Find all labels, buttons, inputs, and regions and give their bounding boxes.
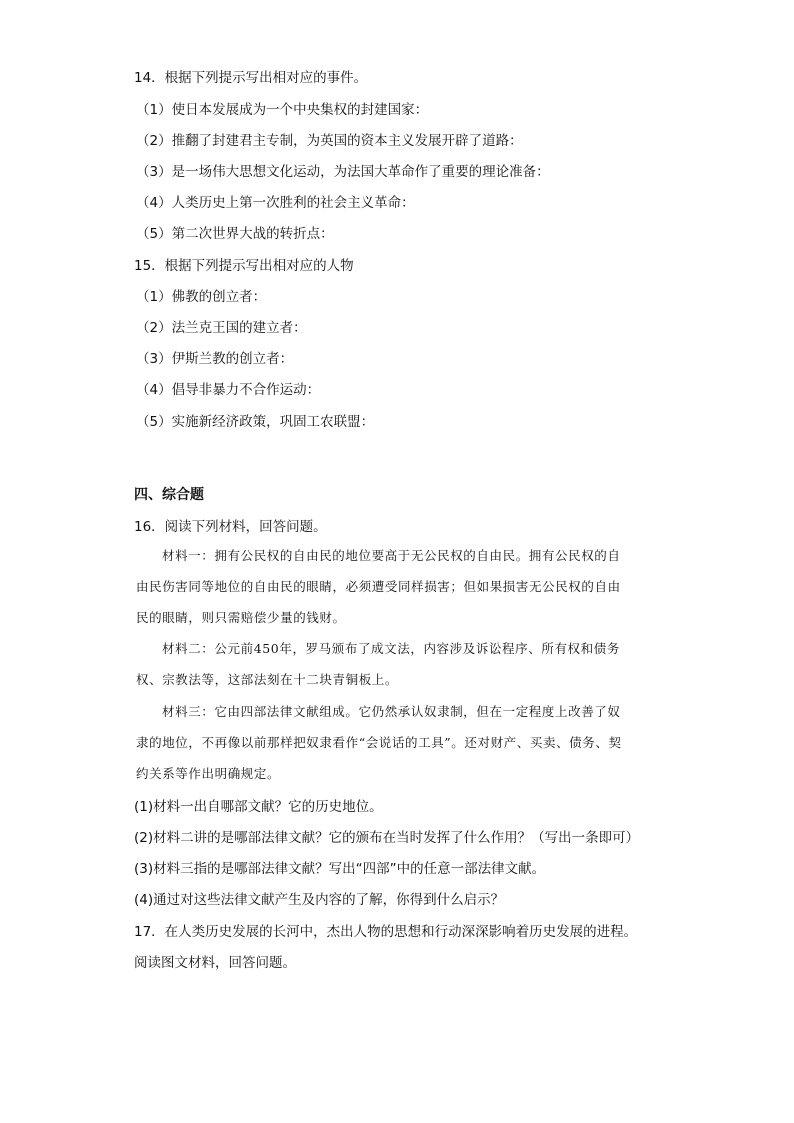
section-heading: 四、综合题 (134, 487, 204, 503)
question-16-sub-4: (4)通过对这些法律文献产生及内容的了解，你得到什么启示？ (134, 892, 505, 908)
question-15-item-2: （2）法兰克王国的建立者： (136, 320, 307, 336)
question-15-item-4: （4）倡导非暴力不合作运动： (136, 382, 321, 398)
question-15-title: 15．根据下列提示写出相对应的人物 (134, 258, 354, 274)
question-14-item-1: （1）使日本发展成为一个中央集权的封建国家： (136, 102, 429, 118)
material-3-line-1: 材料三：它由四部法律文献组成。它仍然承认奴隶制，但在一定程度上改善了奴 (162, 704, 621, 719)
question-14-item-5: （5）第二次世界大战的转折点： (136, 226, 334, 242)
question-14-title: 14．根据下列提示写出相对应的事件。 (134, 70, 368, 86)
question-16-title: 16．阅读下列材料，回答问题。 (134, 519, 327, 535)
material-2-line-1: 材料二：公元前450年，罗马颁布了成文法，内容涉及诉讼程序、所有权和债务 (162, 641, 620, 656)
question-17-line-2: 阅读图文材料，回答问题。 (134, 955, 296, 971)
question-15-item-5: （5）实施新经济政策，巩固工农联盟： (136, 414, 375, 430)
material-2-line-2: 权、宗教法等，这部法刻在十二块青铜板上。 (136, 672, 399, 687)
material-1-line-1: 材料一：拥有公民权的自由民的地位要高于无公民权的自由民。拥有公民权的自 (162, 548, 621, 563)
material-3-line-2: 隶的地位，不再像以前那样把奴隶看作“会说话的工具”。还对财产、买卖、债务、契 (136, 735, 622, 750)
question-14-item-4: （4）人类历史上第一次胜利的社会主义革命： (136, 195, 415, 211)
material-1-line-2: 由民伤害同等地位的自由民的眼睛，必须遭受同样损害；但如果损害无公民权的自由 (136, 579, 621, 594)
question-15-item-1: （1）佛教的创立者： (136, 289, 267, 305)
material-1-line-3: 民的眼睛，则只需赔偿少量的钱财。 (136, 610, 346, 625)
question-16-sub-2: (2)材料二讲的是哪部法律文献？它的颁布在当时发挥了什么作用？（写出一条即可） (134, 830, 640, 846)
material-3-line-3: 约关系等作出明确规定。 (136, 766, 281, 781)
question-16-sub-1: (1)材料一出自哪部文献？它的历史地位。 (134, 799, 383, 815)
question-15-item-3: （3）伊斯兰教的创立者： (136, 351, 294, 367)
question-16-sub-3: (3)材料三指的是哪部法律文献？写出“四部”中的任意一部法律文献。 (134, 861, 546, 877)
question-14-item-3: （3）是一场伟大思想文化运动，为法国大革命作了重要的理论准备： (136, 164, 550, 180)
question-14-item-2: （2）推翻了封建君主专制，为英国的资本主义发展开辟了道路： (136, 133, 523, 149)
question-17-line-1: 17．在人类历史发展的长河中，杰出人物的思想和行动深深影响着历史发展的进程。 (134, 924, 638, 940)
